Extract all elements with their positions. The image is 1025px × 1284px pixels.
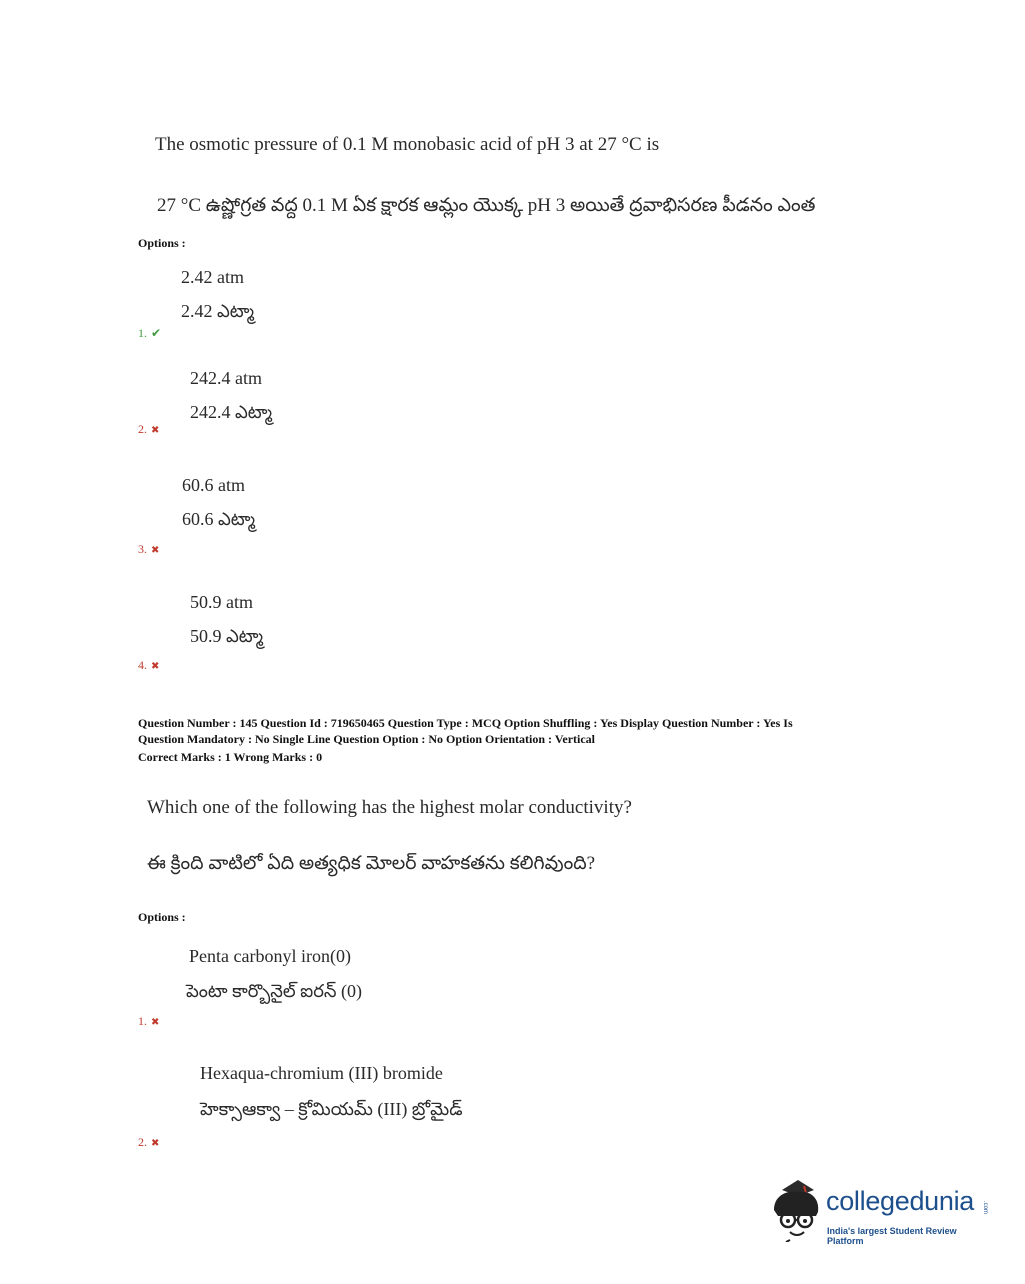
option-text-te: 60.6 ఎట్మా xyxy=(182,509,256,529)
cross-icon: ✖ xyxy=(151,425,160,436)
logo-com: .com xyxy=(982,1201,988,1215)
question-text-en: Which one of the following has the highest molar conductivity? xyxy=(147,797,632,818)
option-number-label: 2. xyxy=(138,1135,147,1149)
option-number-label: 4. xyxy=(138,658,147,672)
question-marks: Correct Marks : 1 Wrong Marks : 0 xyxy=(138,750,323,764)
option-text-en: Hexaqua-chromium (III) bromide xyxy=(200,1063,443,1083)
option-number-label: 1. xyxy=(138,1014,147,1028)
option-number xyxy=(138,658,159,673)
option-text-te: పెంటా కార్బొనైల్ ఐరన్ (0) xyxy=(186,981,363,1001)
option-number xyxy=(138,422,159,437)
option-text-en: 50.9 atm xyxy=(190,592,253,612)
option-number xyxy=(138,1135,159,1150)
option-number-label: 3. xyxy=(138,542,147,556)
logo-tagline: India's largest Student Review Platform xyxy=(827,1226,957,1246)
option-text-te: హెక్సాఆక్వా – క్రోమియమ్ (III) బ్రోమైడ్ xyxy=(200,1099,463,1119)
check-icon: ✔ xyxy=(151,326,162,340)
option-number xyxy=(138,326,161,341)
cross-icon: ✖ xyxy=(151,661,160,672)
mascot-icon xyxy=(768,1176,826,1242)
option-text-te: 242.4 ఎట్మా xyxy=(190,402,273,422)
question-meta-line2: Question Mandatory : No Single Line Question Option : No Option Orientation : Vertical xyxy=(138,732,596,746)
option-text-en: 60.6 atm xyxy=(182,475,245,495)
option-number-label: 1. xyxy=(138,326,147,340)
cross-icon: ✖ xyxy=(151,1017,160,1028)
option-text-en: Penta carbonyl iron(0) xyxy=(189,946,351,966)
question-meta-line1: Question Number : 145 Question Id : 719650465 Question Type : MCQ Option Shuffling : Yes Display Question Number : Yes Is xyxy=(138,716,793,730)
question-meta xyxy=(138,715,898,765)
logo-wordmark: collegedunia xyxy=(826,1186,975,1216)
option-text-te: 2.42 ఎట్మా xyxy=(181,301,255,321)
option-text-en: 2.42 atm xyxy=(181,267,244,287)
option-text-en: 242.4 atm xyxy=(190,368,262,388)
option-text-te: 50.9 ఎట్మా xyxy=(190,626,264,646)
question-text-en: The osmotic pressure of 0.1 M monobasic acid of pH 3 at 27 °C is xyxy=(155,134,660,155)
options-label: Options : xyxy=(138,236,186,250)
collegedunia-logo xyxy=(768,1176,993,1248)
question-text-te: 27 °C ఉష్ణోగ్రత వద్ద 0.1 M ఏక క్షారక ఆమ్లం యొక్క pH 3 అయితే ద్రవాభిసరణ పీడనం ఎంత xyxy=(157,195,816,216)
cross-icon: ✖ xyxy=(151,1138,160,1149)
option-number-label: 2. xyxy=(138,422,147,436)
question-text-te: ఈ క్రింది వాటిలో ఏది అత్యధిక మోలర్ వాహకతను కలిగివుంది? xyxy=(147,853,596,874)
cross-icon: ✖ xyxy=(151,545,160,556)
options-label: Options : xyxy=(138,910,186,924)
option-number xyxy=(138,1014,159,1029)
option-number xyxy=(138,542,159,557)
